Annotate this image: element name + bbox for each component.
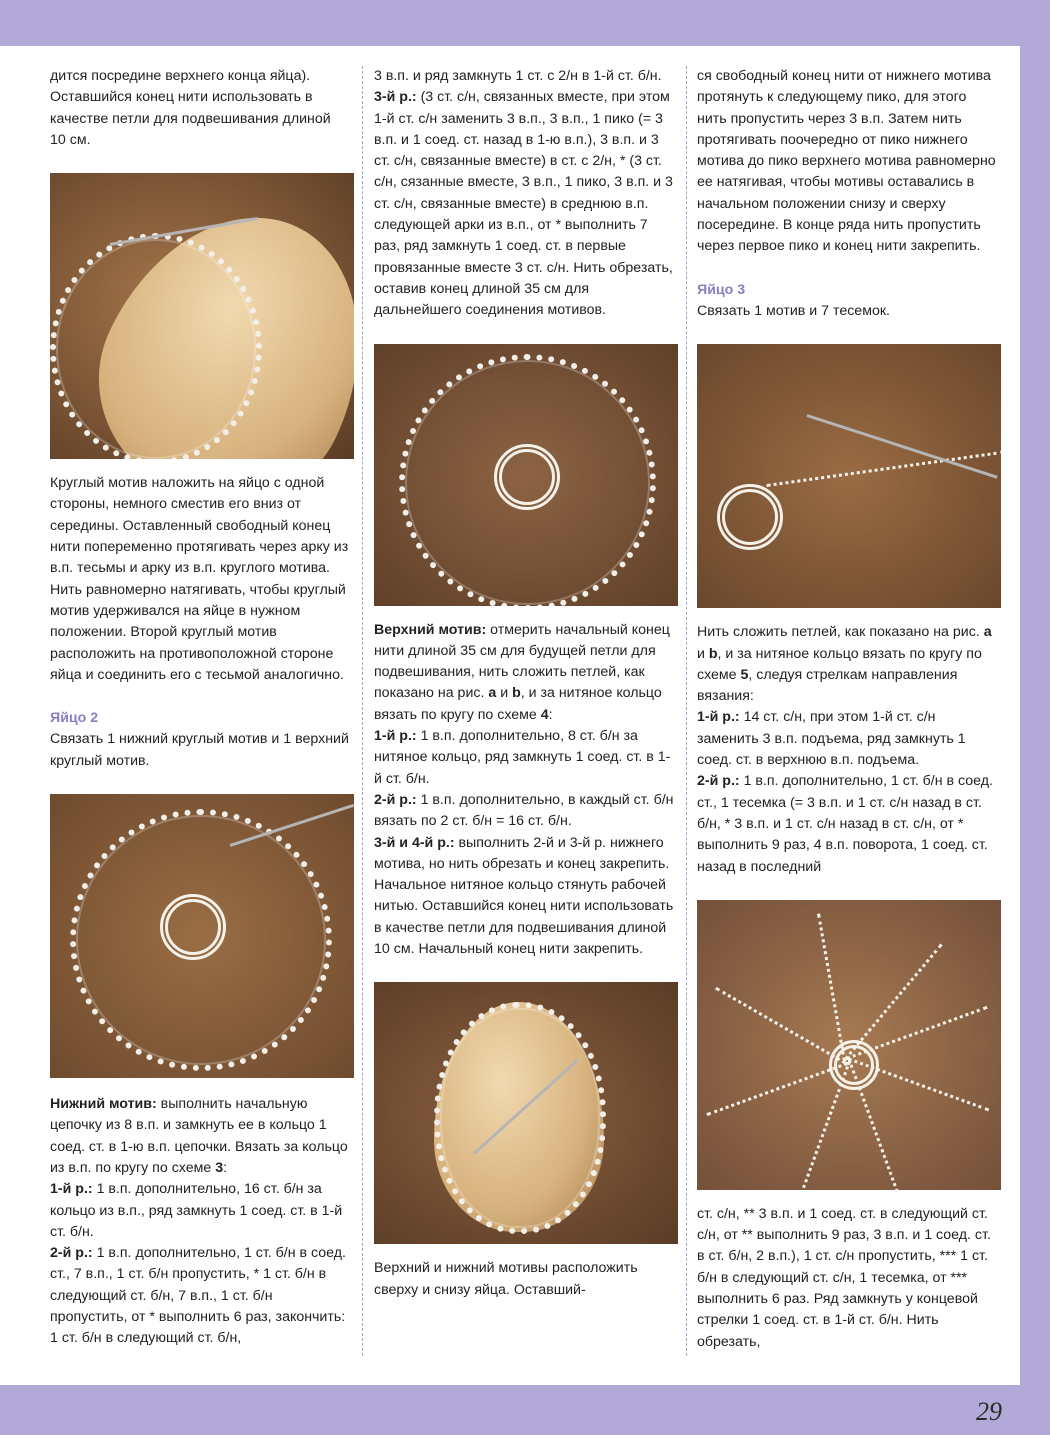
magazine-page (0, 46, 1020, 1385)
photo-lower-motif (50, 794, 354, 1078)
text: , и за нитяное кольцо вязать по кругу по схеме (374, 685, 662, 723)
tape-strand (817, 912, 851, 1061)
right-frame-band (1020, 0, 1050, 1435)
label: Верхний мотив: (374, 621, 487, 638)
paragraph: ст. с/н, ** 3 в.п. и 1 соед. ст. в следующий ст. с/н, от ** выполнить 9 раз, 3 в.п. и 1 соед. ст. в ст. б/н, 2 в.п.), 1 ст. с/н пропустить, *** 1 ст. б/н в следующий ст. с/н, 1 тесемка, от *** выполнить 6 раз. Ряд замкнуть у концевой стрелки 1 соед. ст. в 1-й ст. б/н. Нить обрезать, (697, 1205, 991, 1350)
photo-upper-motif (374, 344, 678, 606)
column-divider (362, 66, 363, 1356)
photo-egg-with-motifs (374, 982, 678, 1244)
text: 1 в.п. дополнительно, 1 ст. б/н в соед. ст., 1 тесемка (= 3 в.п. и 1 ст. с/н назад в ст. б/н, * 3 в.п. и 1 ст. с/н назад в ст. с/н, от * выполнить 9 раз, 4 в.п. поворота, 1 соед. ст. назад в последний (697, 773, 993, 875)
scheme-number: 4 (540, 706, 549, 723)
scheme-number: 5 (740, 666, 749, 683)
text: (3 ст. с/н, связанных вместе, при этом 1-й ст. с/н заменить 3 в.п., 3 в.п., 1 пико (= 3 в.п. и 1 соед. ст. назад в 1-ю в.п.), 3 в.п. и 3 ст. с/н, связанные вместе) в ст. с 2/н, * (3 ст. с/н, сязанные вместе, 3 в.п., 1 пико, 3 в.п. и 3 ст. с/н, связанные вместе) в среднюю в.п. следующей арки из в.п., от * выполнить 7 раз, ряд замкнуть 1 соед. ст. в первые провязанные вместе 3 ст. с/н. Нить обрезать, оставив конец длиной 35 см для дальнейшего соединения мотивов. (374, 89, 673, 319)
paragraph: ся свободный конец нити от нижнего мотива протянуть к следующему пико, для этого нить пропустить через 3 в.п. Затем нить протягивать поочередно от пико нижнего мотива до пико верхнего мотива равномерно ее натягивая, чтобы мотивы оставались в начальном положении снизу и сверху посередине. В конце ряда нить пропустить через первое пико и конец нити закрепить. (697, 68, 996, 255)
row-instruction (374, 790, 674, 833)
lace-motif (399, 354, 656, 606)
text: : (223, 1159, 228, 1176)
column-2 (374, 66, 674, 1301)
paragraph: Начальное нитяное кольцо стянуть рабочей нитью. Оставшийся конец нити использовать в качестве петли для подвешивания длиной 10 см. Начальный конец нити закрепить. (374, 877, 674, 958)
paragraph: дится посредине верхнего конца яйца). Оставшийся конец нити использовать в качестве петли для подвешивания длиной 10 см. (50, 68, 331, 148)
thread-ring (717, 484, 783, 550)
row-label: 2-й р.: (374, 791, 417, 808)
paragraph: Верхний и нижний мотивы расположить сверху и снизу яйца. Оставший- (374, 1260, 638, 1298)
text: и (697, 645, 709, 662)
paragraph: Круглый мотив наложить на яйцо с одной стороны, немного сместив его вниз от середины. Оставленный свободный конец нити попеременно протягивать через арку из в.п. тесьмы и арку из в.п. круглого мотива. Нить равномерно натягивать, чтобы круглый мотив удерживался на яйце в нужном положении. Второй круглый мотив расположить на противоположной стороне яйца и соединить его с тесьмой аналогично. (50, 475, 349, 683)
column-1 (50, 66, 350, 1350)
figure-ref: a (488, 685, 497, 702)
row-instruction (374, 87, 674, 321)
paragraph: Связать 1 нижний круглый мотив и 1 верхний круглый мотив. (50, 731, 349, 769)
column-divider (686, 66, 687, 1356)
paragraph: 3 в.п. и ряд замкнуть 1 ст. с 2/н в 1-й ст. б/н. (374, 68, 662, 84)
row-instruction (697, 707, 997, 771)
row-label: 1-й р.: (50, 1181, 93, 1198)
paragraph: Связать 1 мотив и 7 тесемок. (697, 302, 890, 319)
chain (766, 451, 1001, 492)
row-label: 1-й р.: (374, 728, 417, 745)
text: , следуя стрелкам направления вязания: (697, 666, 958, 705)
photo-lace-on-egg (50, 173, 354, 459)
text: 14 ст. с/н, при этом 1-й ст. с/н заменить 3 в.п. подъема, ряд замкнуть 1 соед. ст. в верхнюю в.п. подъема. (697, 709, 966, 769)
row-label: 2-й р.: (50, 1245, 93, 1262)
row-instruction (50, 1179, 350, 1243)
paragraph-with-scheme (697, 622, 997, 707)
figure-ref: b (512, 685, 521, 702)
text: выполнить начальную цепочку из 8 в.п. и замкнуть ее в кольцо 1 соед. ст. в 1-ю в.п. цепочки. Вязать за кольцо из в.п. по кругу по схеме (50, 1096, 348, 1176)
row-label: 3-й р.: (374, 89, 417, 106)
row-instruction (50, 1243, 350, 1349)
figure-ref: b (708, 645, 718, 662)
figure-ref: a (983, 624, 992, 641)
section-heading-egg-2: Яйцо 2 (50, 710, 99, 727)
scheme-number: 3 (215, 1159, 224, 1176)
text: Нить сложить петлей, как показано на рис. (697, 624, 984, 641)
photo-ring-start (697, 344, 1001, 608)
text: отмерить начальный конец нити длиной 35 см для будущей петли для подвешивания, нить сложить петлей, как показано на рис. (374, 621, 670, 702)
column-3 (697, 66, 997, 1353)
tape-strand (715, 982, 849, 1064)
upper-motif-paragraph (374, 620, 674, 726)
section-heading-egg-3: Яйцо 3 (697, 281, 746, 298)
lower-motif-paragraph (50, 1094, 350, 1179)
row-instruction (374, 726, 674, 790)
text: 1 в.п. дополнительно, в каждый ст. б/н вязать по 2 ст. б/н = 16 ст. б/н. (374, 791, 674, 830)
row-instruction (697, 771, 997, 877)
text: и (496, 685, 513, 702)
text: 1 в.п. дополнительно, 16 ст. б/н за кольцо из в.п., ряд замкнуть 1 соед. ст. в 1-й ст. б/н. (50, 1181, 343, 1240)
bottom-frame-band (0, 1385, 1050, 1435)
text: : (548, 706, 553, 723)
label: Нижний мотив: (50, 1096, 157, 1113)
text: 1 в.п. дополнительно, 8 ст. б/н за нитяное кольцо, ряд замкнуть 1 соед. ст. в 1-й ст. б/н. (374, 728, 671, 787)
top-frame-band (0, 0, 1050, 46)
row-instruction (374, 833, 674, 876)
lace-motif (70, 809, 332, 1071)
lace-motif (50, 233, 262, 459)
row-label: 1-й р.: (697, 709, 740, 726)
page-number: 29 (976, 1397, 1002, 1426)
text: 1 в.п. дополнительно, 1 ст. б/н в соед. ст., 7 в.п., 1 ст. б/н пропустить, * 1 ст. б/н в следующий ст. б/н, 7 в.п., 1 ст. б/н пропустить, от * выполнить 6 раз, закончить: 1 ст. б/н в следующий ст. б/н, (50, 1245, 346, 1347)
text: , и за нитяное кольцо вязать по кругу по схеме (697, 645, 982, 683)
photo-star-motif (697, 900, 1001, 1190)
row-label: 3-й и 4-й р.: (374, 834, 455, 851)
row-label: 2-й р.: (697, 773, 740, 790)
lace-net (434, 1002, 606, 1234)
text: выполнить 2-й и 3-й р. нижнего мотива, но нить обрезать и конец закрепить. (374, 834, 670, 872)
